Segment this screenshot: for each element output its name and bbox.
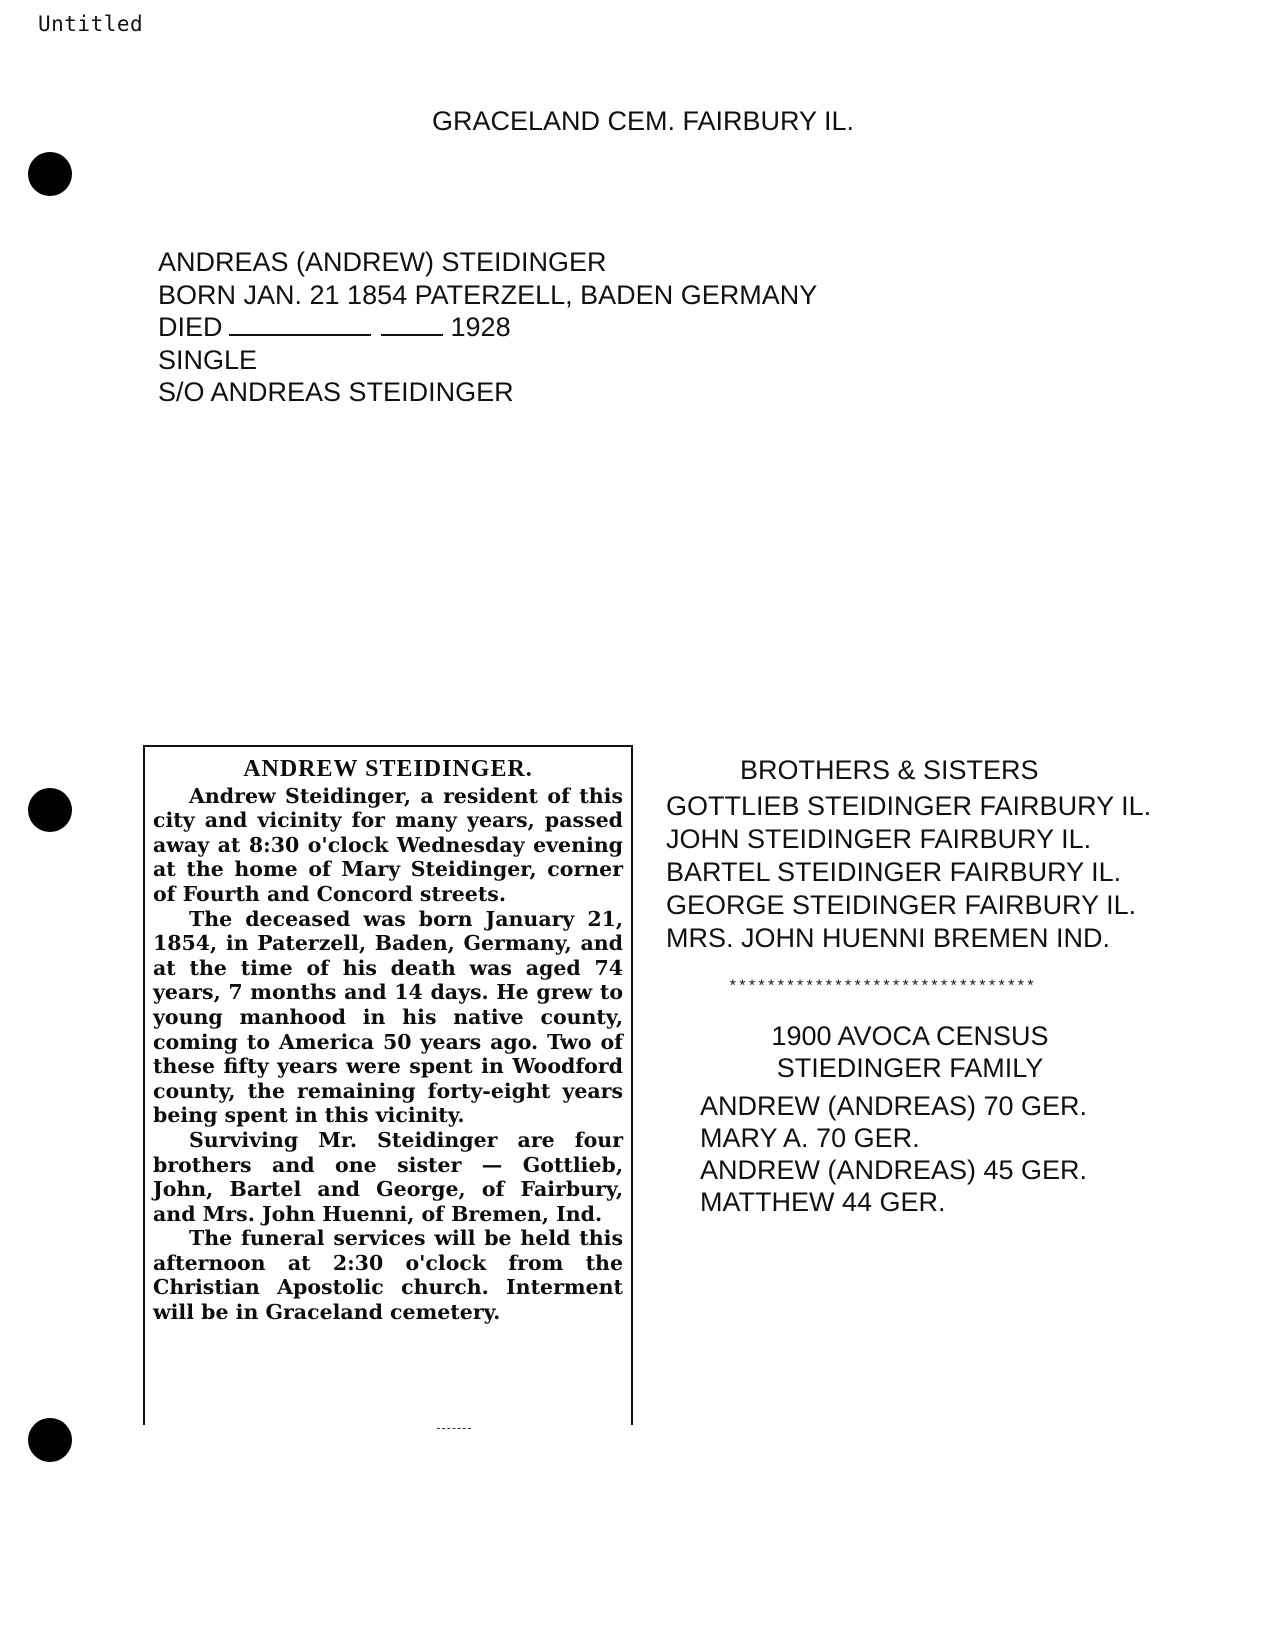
vital-record	[158, 246, 817, 409]
parent-record: S/O ANDREAS STEIDINGER	[158, 377, 514, 407]
sibling-item: GEORGE STEIDINGER FAIRBURY IL.	[666, 890, 1137, 920]
sibling-item: GOTTLIEB STEIDINGER FAIRBURY IL.	[666, 791, 1152, 821]
obituary-headline: ANDREW STEIDINGER.	[243, 756, 533, 782]
obituary-paragraph: Surviving Mr. Steidinger are four brothers and one sister — Gottlieb, John, Bartel and George, of Fairbury, and Mrs. John Huenni, of Bremen, Ind.	[153, 1127, 623, 1226]
death-date-blank	[229, 312, 371, 336]
binder-hole-middle	[28, 788, 72, 832]
siblings-list	[666, 790, 1151, 955]
obituary-paragraph: Andrew Steidinger, a resident of this city and vicinity for many years, passed away at 8:30 o'clock Wednesday evening at the home of Mary Steidinger, corner of Fourth and Concord streets.	[153, 783, 623, 906]
census-entry: MATTHEW 44 GER.	[700, 1187, 946, 1217]
census-title	[680, 1020, 1140, 1084]
census-entry: ANDREW (ANDREAS) 45 GER.	[700, 1155, 1088, 1185]
census-list	[700, 1090, 1087, 1218]
sibling-item: JOHN STEIDINGER FAIRBURY IL.	[666, 824, 1092, 854]
census-entry: MARY A. 70 GER.	[700, 1123, 920, 1153]
page-title: Untitled	[38, 12, 144, 36]
separator-stars: ********************************	[728, 978, 1036, 996]
cemetery-title: GRACELAND CEM. FAIRBURY IL.	[431, 106, 855, 136]
died-label: DIED	[158, 312, 223, 342]
marital-status: SINGLE	[158, 344, 258, 375]
census-entry: ANDREW (ANDREAS) 70 GER.	[700, 1091, 1088, 1121]
clipping-cut-mark	[437, 1428, 471, 1429]
death-record	[158, 311, 817, 344]
death-day-blank	[381, 312, 443, 336]
siblings-header: BROTHERS & SISTERS	[740, 755, 1039, 785]
obituary-clipping	[143, 745, 633, 1425]
binder-hole-top	[28, 152, 72, 196]
sibling-item: MRS. JOHN HUENNI BREMEN IND.	[666, 923, 1111, 953]
census-title-line: 1900 AVOCA CENSUS	[771, 1021, 1049, 1051]
person-name: ANDREAS (ANDREW) STEIDINGER	[158, 247, 607, 277]
sibling-item: BARTEL STEIDINGER FAIRBURY IL.	[666, 857, 1122, 887]
birth-record: BORN JAN. 21 1854 PATERZELL, BADEN GERMANY	[158, 279, 818, 310]
obituary-paragraph: The deceased was born January 21, 1854, in Paterzell, Baden, Germany, and at the time of his death was aged 74 years, 7 months and 14 days. He grew to young manhood in his native county, coming to America 50 years ago. Two of these fifty years were spent in Woodford county, the remaining forty-eight years being spent in this vicinity.	[153, 906, 623, 1128]
died-year: 1928	[450, 312, 511, 342]
census-title-line: STIEDINGER FAMILY	[776, 1053, 1044, 1083]
binder-hole-bottom	[28, 1418, 72, 1462]
obituary-paragraph: The funeral services will be held this afternoon at 2:30 o'clock from the Christian Apostolic church. Interment will be in Graceland cemetery.	[153, 1226, 623, 1325]
